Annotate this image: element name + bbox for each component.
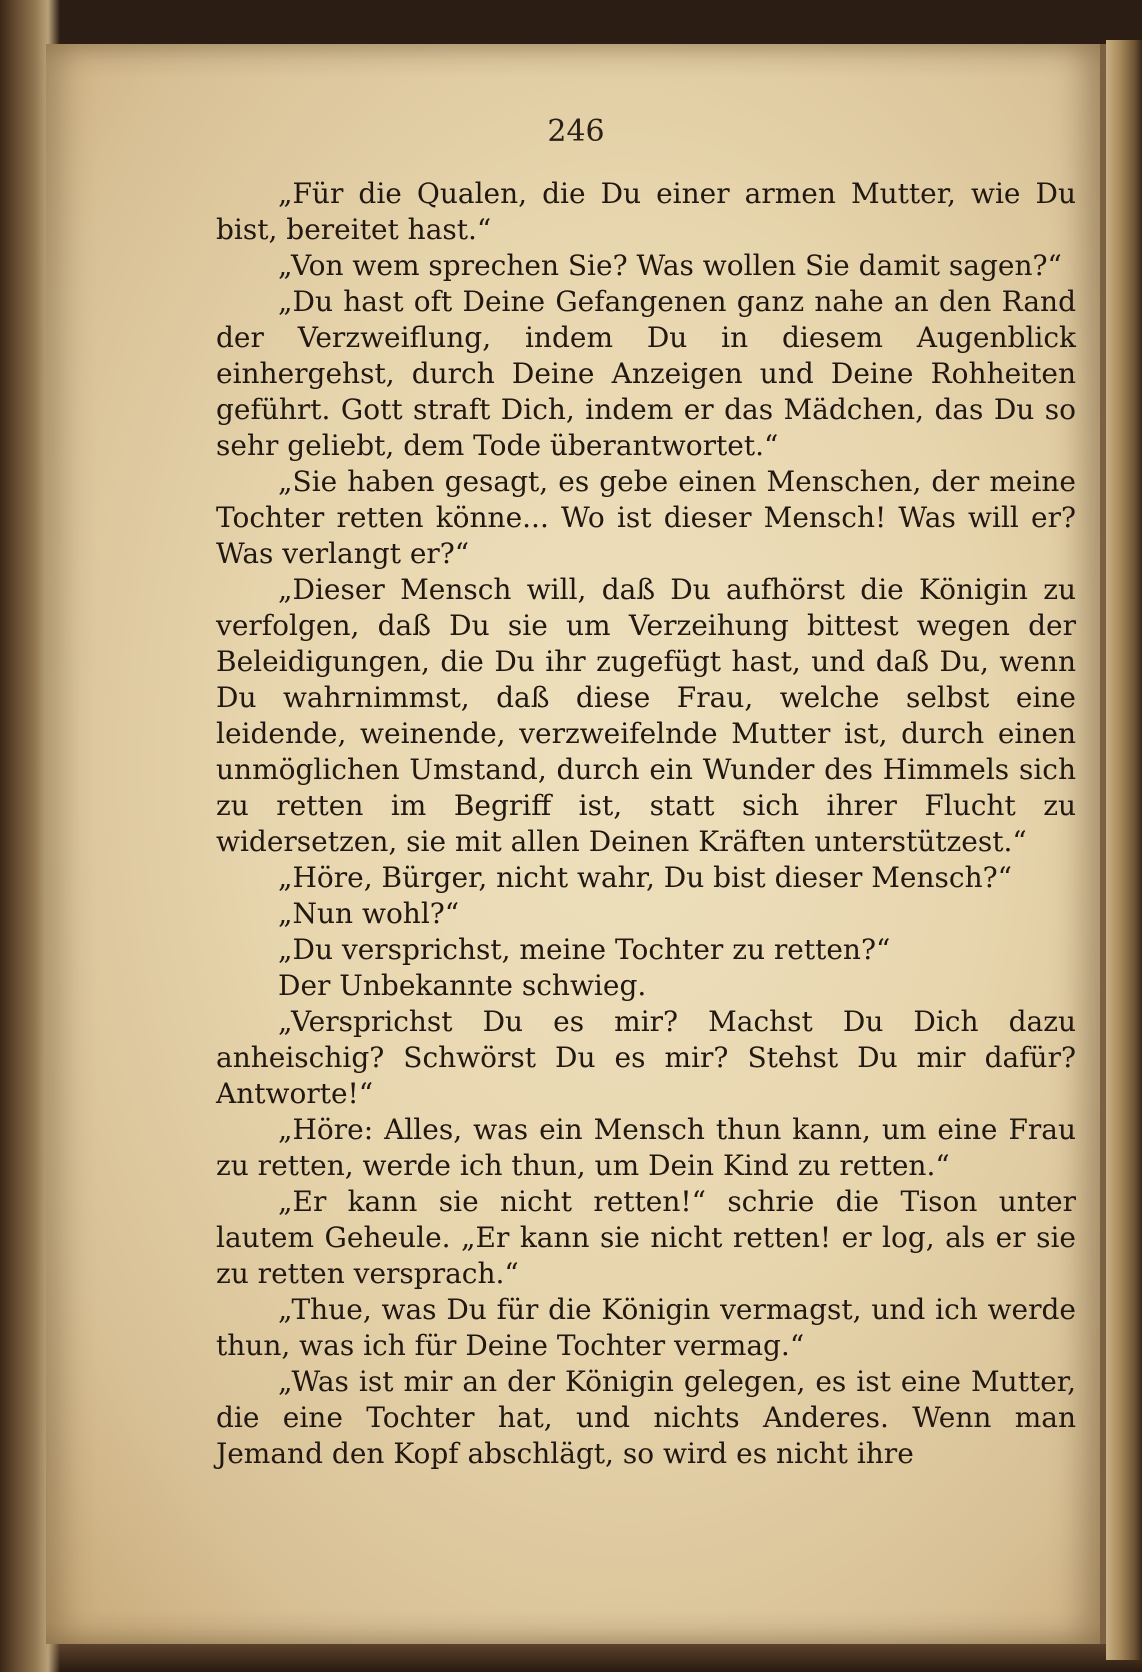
paragraph: „Höre: Alles, was ein Mensch thun kann, um eine Frau zu retten, werde ich thun, um Dein Kind zu retten.“ — [216, 1113, 1076, 1182]
paragraph: „Versprichst Du es mir? Machst Du Dich dazu anheischig? Schwörst Du es mir? Stehst Du mir dafür? Antworte!“ — [216, 1005, 1076, 1110]
page-number: 246 — [547, 114, 605, 149]
page-edge — [1106, 40, 1142, 1660]
paragraph: „Du versprichst, meine Tochter zu retten?“ — [278, 933, 891, 966]
paragraph: Der Unbekannte schwieg. — [278, 969, 647, 1002]
paragraph: „Für die Qualen, die Du einer armen Mutter, wie Du bist, bereitet hast.“ — [216, 177, 1076, 246]
paragraph: „Nun wohl?“ — [278, 897, 460, 930]
page-text — [216, 176, 1076, 1472]
paragraph: „Er kann sie nicht retten!“ schrie die Tison unter lautem Geheule. „Er kann sie nicht retten! er log, als er sie zu retten versprach.“ — [216, 1185, 1076, 1290]
paragraph: „Von wem sprechen Sie? Was wollen Sie damit sagen?“ — [278, 249, 1062, 282]
paragraph: „Höre, Bürger, nicht wahr, Du bist dieser Mensch?“ — [278, 861, 1012, 894]
paragraph: „Du hast oft Deine Gefangenen ganz nahe an den Rand der Verzweiflung, indem Du in diesem Augenblick einhergehst, durch Deine Anzeigen und Deine Rohheiten geführt. Gott straft Dich, indem er das Mädchen, das Du so sehr geliebt, dem Tode überantwortet.“ — [216, 285, 1076, 462]
paragraph: „Thue, was Du für die Königin vermagst, und ich werde thun, was ich für Deine Tochter vermag.“ — [216, 1293, 1076, 1362]
paragraph: „Dieser Mensch will, daß Du aufhörst die Königin zu verfolgen, daß Du sie um Verzeihung bittest wegen der Beleidigungen, die Du ihr zugefügt hast, und daß Du, wenn Du wahrnimmst, daß diese Frau, welche selbst eine leidende, weinende, verzweifelnde Mutter ist, durch einen unmöglichen Umstand, durch ein Wunder des Himmels sich zu retten im Begriff ist, statt sich ihrer Flucht zu widersetzen, sie mit allen Deinen Kräften unterstützest.“ — [216, 573, 1076, 858]
paragraph: „Was ist mir an der Königin gelegen, es ist eine Mutter, die eine Tochter hat, und nichts Anderes. Wenn man Jemand den Kopf abschlägt, so wird es nicht ihre — [216, 1365, 1076, 1470]
book-page — [46, 44, 1106, 1644]
paragraph: „Sie haben gesagt, es gebe einen Menschen, der meine Tochter retten könne... Wo ist dieser Mensch! Was will er? Was verlangt er?“ — [216, 465, 1076, 570]
